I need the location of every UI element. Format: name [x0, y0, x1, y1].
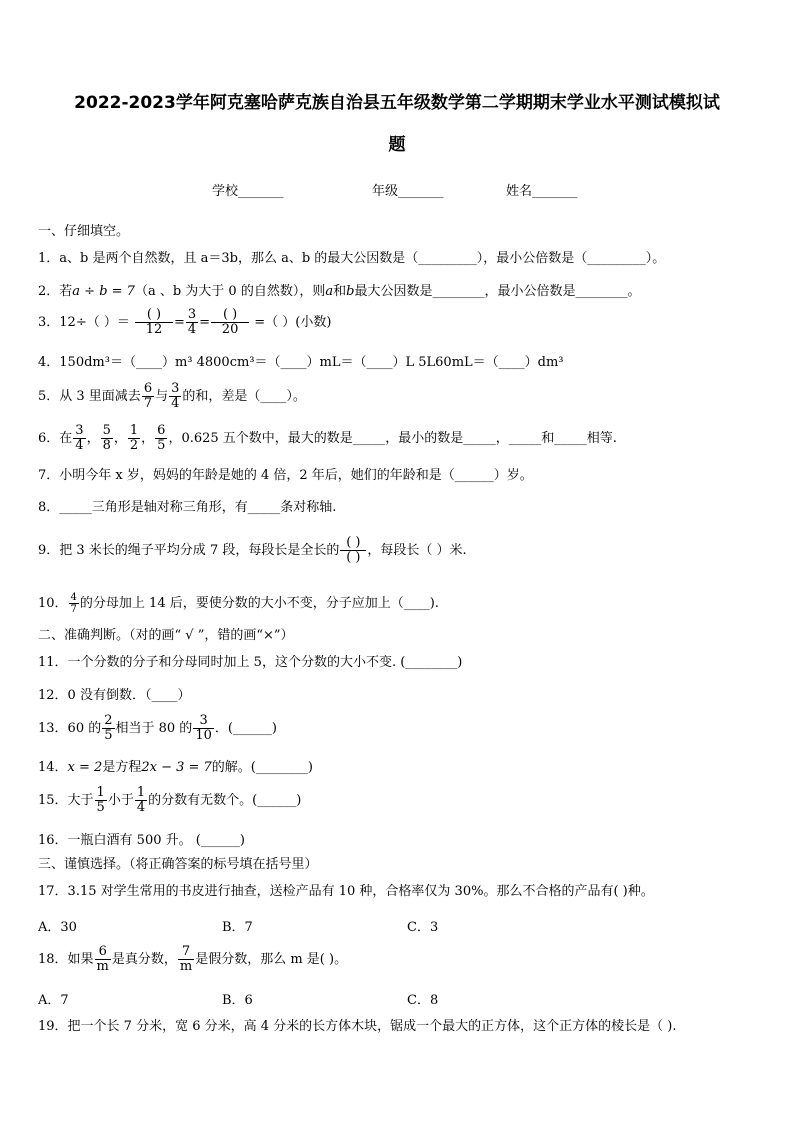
student-info [0, 180, 794, 200]
question-9 [38, 536, 467, 565]
question-1: 1．a、b 是两个自然数，且 a＝3b，那么 a、b 的最大公因数是（_________），最小公倍数是（_________）。 [38, 251, 666, 266]
q6-fraction: $\frac{5}{8}$ [102, 423, 111, 453]
question-3 [38, 308, 331, 337]
section-fill-blank: 一、仔细填空。 [38, 224, 130, 239]
q15-fraction: $\frac{1}{5}$ [96, 785, 105, 815]
q13-text: 13．60 的 [38, 721, 102, 736]
q6-comma: ， [86, 431, 100, 446]
question-13 [38, 714, 277, 743]
q15-text: 的分数有无数个。(______) [148, 793, 302, 808]
question-11: 11．一个分数的分子和分母同时加上 5，这个分数的大小不变. (________) [38, 655, 463, 670]
q13-fraction: $\frac{3}{10}$ [195, 713, 212, 743]
section-true-false: 二、准确判断。（对的画“ √ ”，错的画“×”） [38, 628, 294, 643]
q2-var-b: b [346, 284, 355, 299]
question-4: 4．150dm³＝（____）m³ 4800cm³＝（____）mL＝（____）L 5L60mL＝（____）dm³ [38, 355, 564, 370]
q15-text: 15．大于 [38, 793, 94, 808]
q14-text: 是方程 [102, 760, 142, 775]
question-18 [38, 945, 347, 974]
q3-equals: = [173, 315, 185, 330]
q15-fraction: $\frac{1}{4}$ [136, 785, 146, 815]
q18-text: 是假分数，那么 m 是( )。 [195, 952, 348, 967]
q6-text: ，0.625 五个数中，最大的数是_____，最小的数是_____，_____和_____相等. [168, 431, 617, 446]
q17-option-c[interactable]: C．3 [407, 920, 439, 935]
q10-fraction: $\frac{4}{7}$ [70, 592, 77, 615]
q3-text: 3．12÷（ ）＝ [38, 315, 130, 330]
question-10 [38, 592, 439, 615]
q3-fraction: $\frac{( )}{20}$ [211, 308, 249, 337]
question-6 [38, 424, 617, 453]
q5-text: 与 [155, 389, 169, 404]
question-14 [38, 760, 313, 776]
question-7: 7．小明今年 x 岁，妈妈的年龄是她的 4 倍，2 年后，她们的年龄和是（______）岁。 [38, 468, 533, 483]
q14-text: 的解。(________) [211, 760, 313, 775]
question-16: 16．一瓶白酒有 500 升。 (______) [38, 833, 245, 848]
q2-expr: a ÷ b = 7 [72, 284, 135, 299]
q18-option-a[interactable]: A．7 [38, 993, 69, 1008]
q18-option-c[interactable]: C．8 [407, 993, 439, 1008]
page-title: 2022-2023学年阿克塞哈萨克族自治县五年级数学第二学期期末学业水平测试模拟试 [74, 93, 720, 113]
q13-text: ．(______) [214, 721, 278, 736]
q2-text: 和 [333, 284, 347, 299]
q18-fraction: $\frac{6}{m}$ [96, 944, 109, 974]
q13-fraction: $\frac{2}{5}$ [104, 713, 113, 743]
q18-text: 是真分数， [111, 952, 177, 967]
q14-expr: x = 2 [67, 760, 103, 775]
page-title-continued: 题 [388, 135, 406, 155]
section-multiple-choice: 三、谨慎选择。（将正确答案的标号填在括号里） [38, 857, 318, 872]
q6-comma: ， [113, 431, 127, 446]
q9-fraction: $\frac{( )}{( )}$ [340, 536, 366, 565]
q10-text: 的分母加上 14 后，要使分数的大小不变，分子应加上（____). [79, 596, 439, 611]
q5-fraction: $\frac{3}{4}$ [171, 381, 180, 411]
q5-fraction: $\frac{6}{7}$ [143, 381, 153, 411]
q9-text: 9．把 3 米长的绳子平均分成 7 段，每段长是全长的 [38, 543, 340, 558]
question-8: 8．_____三角形是轴对称三角形，有_____条对称轴. [38, 500, 337, 515]
q18-fraction: $\frac{7}{m}$ [179, 944, 193, 974]
q18-option-b[interactable]: B．6 [222, 993, 253, 1008]
q6-fraction: $\frac{3}{4}$ [75, 423, 84, 453]
school-field[interactable]: 学校_______ [212, 184, 284, 199]
q2-var-a: a [325, 284, 334, 299]
grade-field[interactable]: 年级_______ [372, 184, 444, 199]
q10-text: 10． [38, 596, 68, 611]
q15-text: 小于 [107, 793, 134, 808]
question-5 [38, 382, 306, 411]
q5-text: 的和，差是（____）。 [182, 389, 306, 404]
q6-fraction: $\frac{1}{2}$ [129, 423, 139, 453]
question-12: 12．0 没有倒数．（____） [38, 688, 191, 703]
q3-fraction: $\frac{( )}{12}$ [135, 308, 173, 337]
question-17: 17．3.15 对学生常用的书皮进行抽查，送检产品有 10 种，合格率仅为 30%。那么不合格的产品有( )种。 [38, 884, 654, 899]
q2-text: 2．若 [38, 284, 73, 299]
q9-text: ，每段长（ ）米. [367, 543, 467, 558]
q14-equation: 2x − 3 = 7 [141, 760, 212, 775]
q6-comma: ， [141, 431, 155, 446]
q3-equals: = [199, 315, 211, 330]
name-field[interactable]: 姓名_______ [506, 184, 578, 199]
q6-text: 6．在 [38, 431, 73, 446]
q18-text: 18．如果 [38, 952, 94, 967]
q3-fraction: $\frac{3}{4}$ [187, 307, 197, 337]
q14-text: 14． [38, 760, 68, 775]
question-19: 19．把一个长 7 分米，宽 6 分米，高 4 分米的长方体木块，锯成一个最大的正方体，这个正方体的棱长是（ ). [38, 1019, 677, 1034]
q17-option-a[interactable]: A．30 [38, 920, 77, 935]
q5-text: 5．从 3 里面减去 [38, 389, 141, 404]
q6-fraction: $\frac{6}{5}$ [157, 423, 166, 453]
q13-text: 相当于 80 的 [115, 721, 193, 736]
q17-option-b[interactable]: B．7 [222, 920, 253, 935]
q2-text: （a 、b 为大于 0 的自然数），则 [134, 284, 326, 299]
q3-text: =（ ）(小数) [254, 315, 332, 330]
question-2 [38, 284, 640, 300]
q2-text: 最大公因数是________，最小公倍数是________。 [354, 284, 641, 299]
question-15 [38, 786, 301, 815]
